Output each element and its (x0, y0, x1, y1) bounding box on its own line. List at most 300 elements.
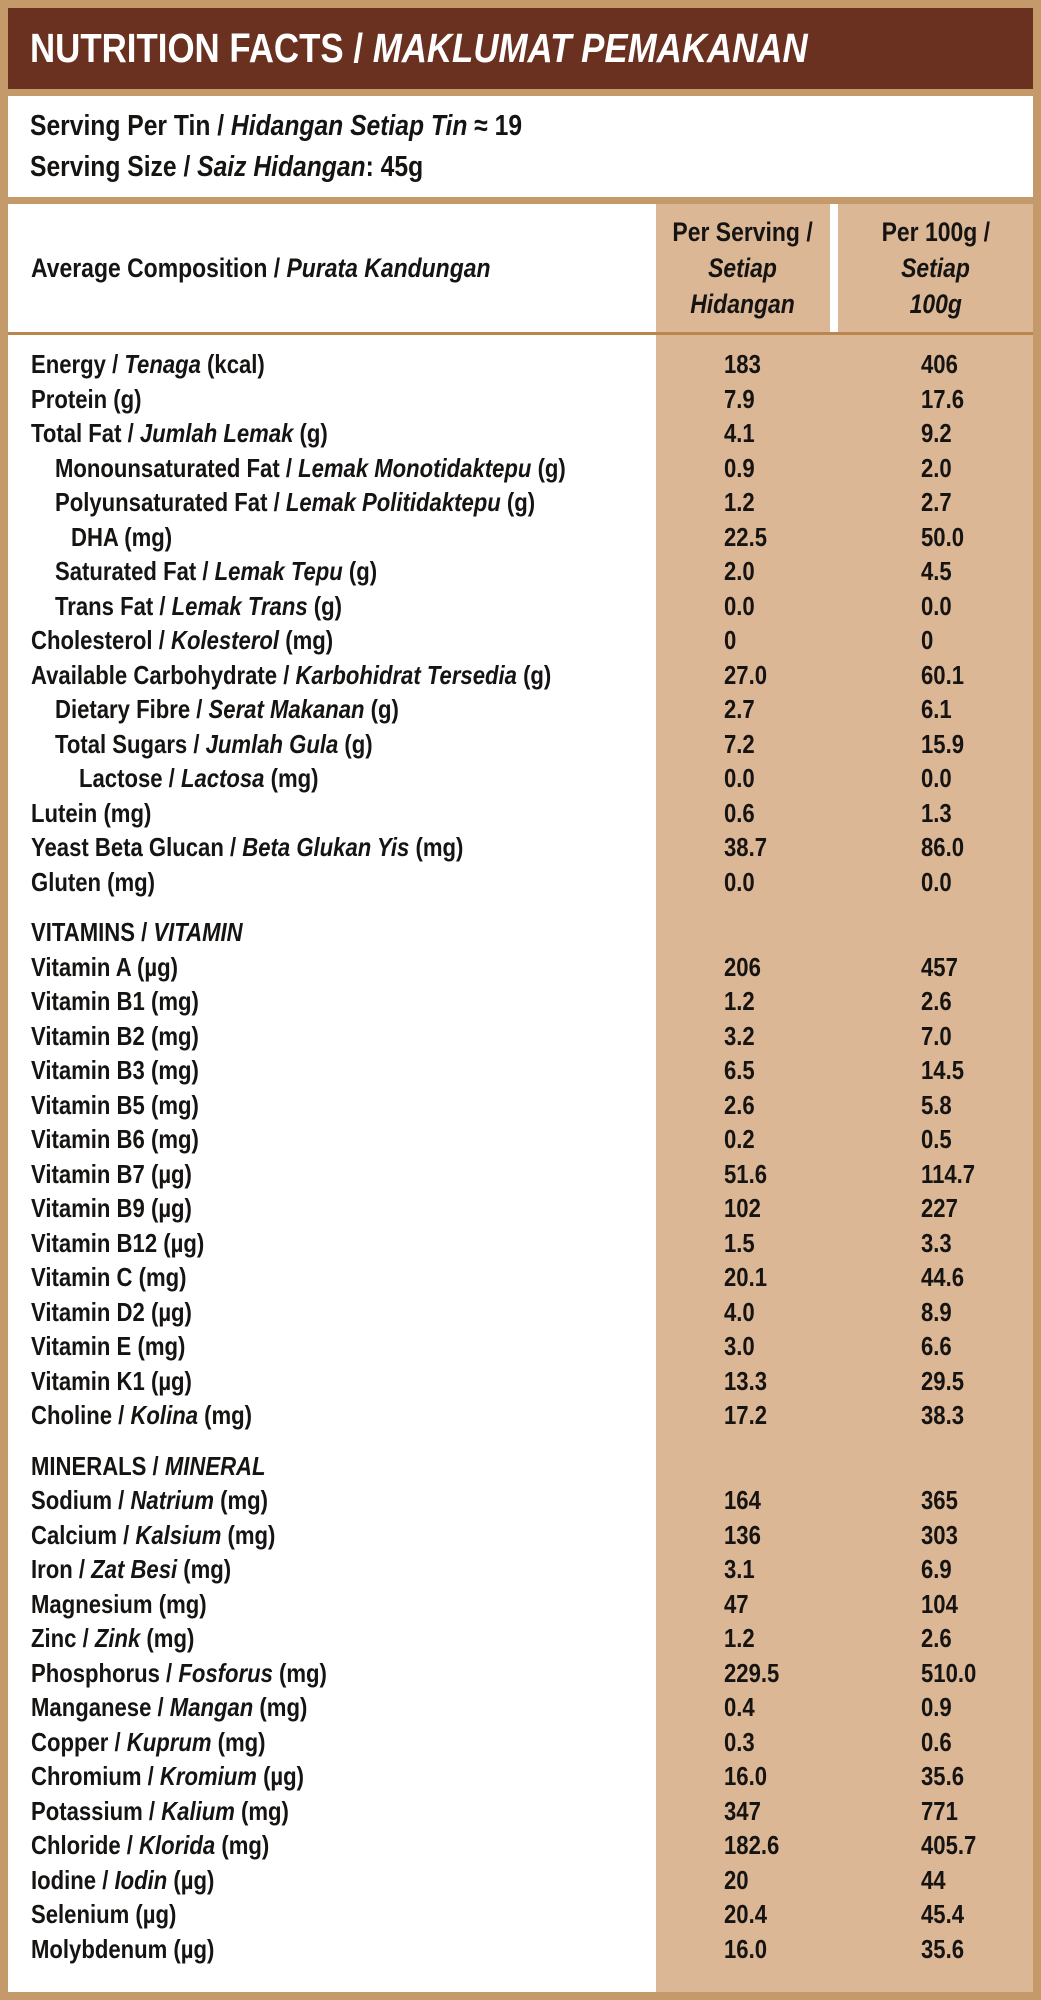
nutrient-name-en: Monounsaturated Fat (55, 452, 280, 483)
nutrient-unit: (µg) (167, 1933, 215, 1964)
section-heading-label (31, 915, 243, 950)
table-row (8, 451, 1033, 486)
per-serving-value: 13.3 (724, 1365, 768, 1396)
nutrient-label (31, 1483, 268, 1518)
per-serving-value: 16.0 (724, 1933, 768, 1964)
nutrient-name-ms: Lactosa (180, 763, 265, 793)
nutrient-name-separator: / (152, 625, 171, 655)
nutrient-unit: (mg) (215, 1830, 270, 1860)
per-100g-column-header (838, 204, 1033, 332)
per-serving-value: 7.9 (724, 383, 755, 414)
section-heading-en: MINERALS (31, 1450, 147, 1481)
table-row (8, 1587, 1033, 1622)
nutrient-label (31, 1828, 269, 1863)
per-100g-value: 38.3 (921, 1400, 965, 1430)
per-100g-value: 2.0 (921, 452, 952, 483)
nutrient-label (31, 416, 328, 451)
nutrient-unit: (g) (500, 487, 536, 517)
per-100g-header-line1: Per 100g / (881, 217, 990, 247)
per-100g-value: 9.2 (921, 418, 952, 448)
nutrient-unit: (mg) (144, 1089, 199, 1120)
nutrient-name-en: Chloride (31, 1830, 121, 1860)
section-heading-ms: VITAMIN (153, 917, 243, 947)
title-en: NUTRITION FACTS (30, 25, 344, 71)
per-serving-value: 0.0 (724, 866, 755, 897)
section-heading-separator: / (134, 917, 154, 947)
per-100g-value: 35.6 (921, 1933, 965, 1964)
nutrient-name-en: Calcium (31, 1519, 117, 1550)
table-row (8, 1621, 1033, 1656)
nutrient-name-en: Cholesterol (31, 625, 153, 655)
nutrient-name-ms: Jumlah Lemak (139, 418, 294, 448)
nutrient-label (31, 1690, 307, 1725)
nutrient-unit: (g) (342, 556, 378, 586)
per-100g-value: 0.0 (921, 590, 952, 621)
serving-info (8, 96, 1033, 197)
nutrient-unit: (mg) (132, 1262, 187, 1292)
nutrient-name-separator: / (121, 418, 140, 448)
nutrient-label (31, 1088, 199, 1123)
section-heading (8, 1449, 1033, 1484)
nutrient-label (31, 1932, 214, 1967)
nutrient-unit: (mg) (279, 625, 334, 655)
per-serving-value: 347 (724, 1795, 761, 1826)
nutrient-unit: (g) (307, 590, 342, 621)
nutrient-unit: (g) (516, 659, 552, 690)
nutrient-name-separator: / (223, 832, 243, 862)
nutrient-name-en: Vitamin D2 (31, 1296, 145, 1327)
nutrient-name-separator: / (151, 1692, 170, 1722)
per-100g-value: 14.5 (921, 1055, 965, 1085)
per-serving-value: 1.2 (724, 1623, 755, 1653)
nutrient-name-ms: Kolina (130, 1400, 198, 1430)
nutrient-name-en: Chromium (31, 1761, 142, 1791)
per-100g-value: 0 (921, 625, 934, 655)
serving-line-en: Serving Size (30, 151, 177, 183)
nutrient-name-ms: Lemak Monotidaktepu (298, 452, 532, 483)
per-100g-value: 2.7 (921, 487, 952, 517)
nutrient-name-en: Vitamin B12 (31, 1227, 158, 1258)
nutrient-name-ms: Lemak Tepu (214, 556, 343, 586)
nutrient-name-en: Vitamin B5 (31, 1089, 145, 1120)
nutrient-label (31, 1157, 192, 1192)
nutrient-name-en: Vitamin B7 (31, 1158, 145, 1189)
per-serving-value: 4.0 (724, 1296, 755, 1327)
nutrient-unit: (mg) (118, 521, 173, 552)
table-row (8, 1794, 1033, 1829)
nutrient-unit: (g) (364, 694, 399, 724)
serving-line-text (30, 148, 423, 186)
per-100g-value: 0.6 (921, 1726, 952, 1757)
nutrient-name-en: Total Fat (31, 418, 122, 448)
nutrient-name-en: Lactose (79, 763, 163, 793)
per-100g-value: 7.0 (921, 1020, 952, 1051)
per-100g-header-line2: Setiap (901, 253, 970, 283)
per-100g-value: 510.0 (921, 1657, 977, 1688)
per-100g-value: 303 (921, 1519, 958, 1550)
nutrient-name-ms: Beta Glukan Yis (242, 832, 410, 862)
per-serving-value: 183 (724, 349, 761, 379)
nutrient-name-en: Zinc (31, 1623, 77, 1653)
per-serving-value: 229.5 (724, 1657, 780, 1688)
per-serving-column-header (656, 204, 830, 332)
nutrient-name-en: Vitamin K1 (31, 1365, 145, 1396)
nutrient-label (31, 1656, 327, 1691)
nutrient-name-en: Vitamin B1 (31, 986, 145, 1016)
nutrient-unit: (mg) (234, 1795, 289, 1826)
per-100g-value: 8.9 (921, 1296, 952, 1327)
table-row (8, 796, 1033, 831)
per-serving-value: 1.5 (724, 1227, 755, 1258)
per-serving-value: 38.7 (724, 832, 768, 862)
table-row (8, 1398, 1033, 1433)
table-row (8, 1863, 1033, 1898)
per-100g-value: 35.6 (921, 1761, 965, 1791)
nutrient-name-en: Selenium (31, 1899, 130, 1929)
nutrient-unit: (mg) (131, 1331, 186, 1361)
nutrient-label (31, 1621, 194, 1656)
nutrient-unit: (mg) (272, 1657, 327, 1688)
nutrient-unit: (µg) (144, 1365, 192, 1396)
nutrient-label (55, 451, 566, 486)
per-100g-value: 771 (921, 1795, 958, 1826)
nutrient-unit: (mg) (144, 1055, 199, 1085)
nutrient-name-separator: / (190, 694, 209, 724)
nutrient-label (31, 1587, 207, 1622)
nutrient-name-en: Polyunsaturated Fat (55, 487, 268, 517)
per-serving-value: 20.1 (724, 1262, 768, 1292)
table-row (8, 1518, 1033, 1553)
nutrient-label (71, 520, 172, 555)
nutrient-name-separator: / (187, 728, 206, 759)
nutrient-name-en: Available Carbohydrate (31, 659, 278, 690)
per-serving-value: 136 (724, 1519, 761, 1550)
nutrient-label (55, 554, 377, 589)
serving-line-en: Serving Per Tin (30, 110, 211, 142)
table-row (8, 658, 1033, 693)
section-heading-ms: MINERAL (164, 1450, 266, 1481)
per-serving-value: 0.9 (724, 452, 755, 483)
table-row (8, 1329, 1033, 1364)
nutrient-unit: (g) (338, 728, 373, 759)
nutrient-unit: (mg) (140, 1623, 195, 1653)
table-row (8, 1226, 1033, 1261)
table-row (8, 1295, 1033, 1330)
nutrient-unit: (mg) (264, 763, 319, 793)
per-100g-value: 4.5 (921, 556, 952, 586)
nutrient-label (79, 761, 318, 796)
table-row (8, 1828, 1033, 1863)
nutrient-name-ms: Kalsium (135, 1519, 222, 1550)
table-row (8, 1759, 1033, 1794)
per-serving-value: 0.2 (724, 1124, 755, 1154)
per-serving-value: 17.2 (724, 1400, 768, 1430)
nutrient-name-ms: Kromium (159, 1761, 257, 1791)
per-100g-value: 2.6 (921, 1623, 952, 1653)
section-heading-en: VITAMINS (31, 917, 135, 947)
nutrient-name-separator: / (142, 1795, 162, 1826)
serving-line-separator: / (176, 151, 198, 183)
per-serving-value: 0.4 (724, 1692, 755, 1722)
nutrient-name-separator: / (112, 1400, 131, 1430)
table-row (8, 1552, 1033, 1587)
nutrient-name-en: Iron (31, 1554, 73, 1584)
nutrient-name-separator: / (159, 1657, 179, 1688)
per-100g-value: 365 (921, 1485, 958, 1515)
nutrient-label (31, 1794, 289, 1829)
nutrient-name-separator: / (267, 487, 286, 517)
table-row (8, 727, 1033, 762)
nutrient-name-en: Yeast Beta Glucan (31, 832, 224, 862)
table-row (8, 1897, 1033, 1932)
nutrient-name-ms: Zat Besi (91, 1554, 178, 1584)
nutrient-name-separator: / (96, 1864, 115, 1895)
nutrition-table (8, 204, 1033, 1992)
nutrient-name-separator: / (196, 556, 215, 586)
nutrient-unit: (µg) (144, 1193, 192, 1223)
table-row (8, 554, 1033, 589)
per-serving-value: 16.0 (724, 1761, 768, 1791)
per-100g-value: 15.9 (921, 728, 965, 759)
nutrient-name-separator: / (277, 659, 296, 690)
per-serving-value: 51.6 (724, 1158, 768, 1189)
nutrient-unit: (kcal) (200, 349, 265, 379)
nutrient-name-en: Phosphorus (31, 1657, 160, 1688)
nutrient-unit: (mg) (144, 986, 199, 1016)
nutrient-name-separator: / (105, 349, 125, 379)
per-serving-value: 4.1 (724, 418, 755, 448)
table-header-row (8, 204, 1033, 335)
table-row (8, 1019, 1033, 1054)
nutrient-label (31, 1725, 266, 1760)
table-row (8, 347, 1033, 382)
nutrient-name-ms: Kalium (161, 1795, 235, 1826)
header-column-gap (830, 204, 838, 332)
composition-header (31, 204, 572, 332)
table-row (8, 1483, 1033, 1518)
per-serving-header-line3: Hidangan (690, 289, 796, 319)
per-serving-value: 27.0 (724, 659, 768, 690)
composition-header-en: Average Composition (31, 252, 268, 283)
nutrient-name-ms: Zink (94, 1623, 141, 1653)
title-separator: / (343, 25, 373, 71)
nutrient-name-en: Iodine (31, 1864, 97, 1895)
per-serving-value: 47 (724, 1588, 749, 1619)
per-100g-value: 0.5 (921, 1124, 952, 1154)
nutrient-name-en: Vitamin B3 (31, 1055, 145, 1085)
nutrient-name-ms: Iodin (114, 1864, 168, 1895)
nutrient-name-en: DHA (71, 521, 119, 552)
per-100g-value: 86.0 (921, 832, 965, 862)
nutrient-label (31, 1398, 252, 1433)
nutrient-unit: (µg) (144, 1296, 192, 1327)
nutrient-name-ms: Serat Makanan (208, 694, 365, 724)
nutrient-label (31, 984, 199, 1019)
table-row (8, 589, 1033, 624)
nutrient-unit: (µg) (157, 1227, 205, 1258)
nutrient-label (31, 1364, 192, 1399)
nutrient-label (31, 1518, 275, 1553)
nutrient-label (55, 485, 535, 520)
nutrient-unit: (g) (293, 418, 328, 448)
nutrient-unit: (mg) (100, 866, 156, 897)
table-row (8, 761, 1033, 796)
per-serving-value: 0.0 (724, 590, 755, 621)
per-serving-value: 20 (724, 1864, 749, 1895)
nutrient-name-ms: Lemak Politidaktepu (285, 487, 501, 517)
table-row (8, 1191, 1033, 1226)
nutrient-name-en: Magnesium (31, 1588, 153, 1619)
per-100g-value: 406 (921, 349, 958, 379)
per-100g-value: 2.6 (921, 986, 952, 1016)
per-100g-value: 104 (921, 1588, 958, 1619)
page-title (30, 25, 808, 72)
serving-line-1 (30, 107, 1033, 145)
section-heading-label (31, 1449, 266, 1484)
nutrient-name-en: Saturated Fat (55, 556, 197, 586)
nutrient-unit: (g) (531, 452, 566, 483)
table-row (8, 865, 1033, 900)
nutrient-name-ms: Fosforus (178, 1657, 273, 1688)
nutrient-name-en: Energy (31, 349, 106, 379)
table-row (8, 520, 1033, 555)
nutrient-name-en: Vitamin E (31, 1331, 132, 1361)
nutrient-label (31, 865, 155, 900)
nutrient-name-separator: / (153, 590, 172, 621)
per-100g-header-line3: 100g (909, 289, 962, 319)
nutrient-label (31, 1295, 192, 1330)
nutrient-unit: (µg) (130, 951, 178, 982)
per-serving-value: 0.0 (724, 763, 755, 793)
nutrient-name-ms: Kuprum (126, 1726, 212, 1757)
nutrient-name-separator: / (112, 1485, 131, 1515)
per-100g-value: 45.4 (921, 1899, 965, 1929)
per-100g-value: 6.9 (921, 1554, 952, 1584)
per-serving-value: 102 (724, 1193, 761, 1223)
nutrient-unit: (mg) (144, 1020, 199, 1051)
nutrient-unit: (mg) (97, 797, 152, 828)
nutrient-unit: (mg) (197, 1400, 253, 1430)
nutrient-name-ms: Karbohidrat Tersedia (295, 659, 517, 690)
serving-line-value: ≈ 19 (467, 110, 523, 142)
per-100g-value: 44.6 (921, 1262, 965, 1292)
per-100g-value: 0.0 (921, 866, 952, 897)
per-100g-value: 60.1 (921, 659, 965, 690)
nutrient-label (31, 1019, 199, 1054)
nutrient-name-en: Sodium (31, 1485, 113, 1515)
per-100g-value: 17.6 (921, 383, 965, 414)
per-100g-value: 227 (921, 1193, 958, 1223)
nutrient-name-separator: / (279, 452, 299, 483)
per-serving-value: 0 (724, 625, 737, 655)
per-serving-value: 1.2 (724, 986, 755, 1016)
nutrient-name-separator: / (76, 1623, 95, 1653)
nutrient-name-en: Lutein (31, 797, 98, 828)
per-100g-value: 114.7 (921, 1158, 976, 1189)
per-serving-header-line2: Setiap (708, 253, 778, 283)
nutrient-name-separator: / (141, 1761, 160, 1791)
nutrient-name-separator: / (72, 1554, 92, 1584)
table-row (8, 1932, 1033, 1967)
per-serving-value: 20.4 (724, 1899, 768, 1929)
nutrient-label (31, 1759, 304, 1794)
per-100g-value: 44 (921, 1864, 946, 1895)
table-row (8, 1053, 1033, 1088)
table-row (8, 950, 1033, 985)
per-serving-value: 22.5 (724, 521, 768, 552)
table-row (8, 1260, 1033, 1295)
table-body (8, 335, 1033, 1966)
nutrient-name-en: Vitamin B9 (31, 1193, 145, 1223)
nutrient-label (55, 589, 342, 624)
per-serving-value: 206 (724, 951, 761, 982)
nutrient-unit: (mg) (144, 1124, 199, 1154)
per-serving-header-line1: Per Serving / (672, 217, 814, 247)
nutrient-name-en: Trans Fat (55, 590, 154, 621)
nutrient-label (31, 382, 142, 417)
per-100g-value: 6.1 (921, 694, 952, 724)
nutrient-name-en: Potassium (31, 1795, 143, 1826)
nutrient-name-ms: Tenaga (124, 349, 201, 379)
table-row (8, 830, 1033, 865)
nutrient-name-ms: Kolesterol (170, 625, 280, 655)
nutrient-label (31, 1260, 187, 1295)
nutrient-name-separator: / (108, 1726, 127, 1757)
table-row (8, 1157, 1033, 1192)
title-ms: MAKLUMAT PEMAKANAN (372, 25, 808, 71)
nutrient-label (31, 830, 463, 865)
per-serving-value: 0.3 (724, 1726, 755, 1757)
nutrient-name-en: Vitamin C (31, 1262, 133, 1292)
nutrient-unit: (mg) (221, 1519, 276, 1550)
nutrient-name-separator: / (116, 1519, 136, 1550)
table-row (8, 416, 1033, 451)
nutrient-unit: (mg) (152, 1588, 207, 1619)
nutrient-name-en: Gluten (31, 866, 101, 897)
per-100g-value: 3.3 (921, 1227, 952, 1258)
table-row (8, 984, 1033, 1019)
nutrient-unit: (µg) (167, 1864, 215, 1895)
serving-line-text (30, 107, 522, 145)
nutrient-name-ms: Natrium (130, 1485, 214, 1515)
per-serving-value: 3.1 (724, 1554, 755, 1584)
nutrient-name-ms: Klorida (139, 1830, 216, 1860)
composition-header-ms: Purata Kandungan (286, 252, 491, 283)
nutrient-name-en: Protein (31, 383, 108, 414)
per-serving-value: 3.0 (724, 1331, 755, 1361)
nutrient-name-ms: Lemak Trans (171, 590, 308, 621)
per-serving-value: 1.2 (724, 487, 755, 517)
nutrient-label (31, 623, 333, 658)
nutrient-name-en: Vitamin B2 (31, 1020, 145, 1051)
nutrient-label (31, 1053, 199, 1088)
nutrient-name-ms: Mangan (169, 1692, 254, 1722)
nutrient-name-separator: / (120, 1830, 140, 1860)
nutrient-name-en: Molybdenum (31, 1933, 168, 1964)
serving-line-ms: Saiz Hidangan (197, 151, 366, 183)
per-serving-value: 2.0 (724, 556, 755, 586)
per-serving-value: 7.2 (724, 728, 755, 759)
nutrient-unit: (mg) (213, 1485, 268, 1515)
nutrient-name-en: Total Sugars (55, 728, 188, 759)
per-100g-value: 405.7 (921, 1830, 977, 1860)
nutrient-unit: (µg) (256, 1761, 305, 1791)
per-100g-value: 457 (921, 951, 958, 982)
per-serving-value: 182.6 (724, 1830, 780, 1860)
title-bar (8, 8, 1033, 89)
nutrient-unit: (µg) (144, 1158, 192, 1189)
section-heading-separator: / (146, 1450, 165, 1481)
